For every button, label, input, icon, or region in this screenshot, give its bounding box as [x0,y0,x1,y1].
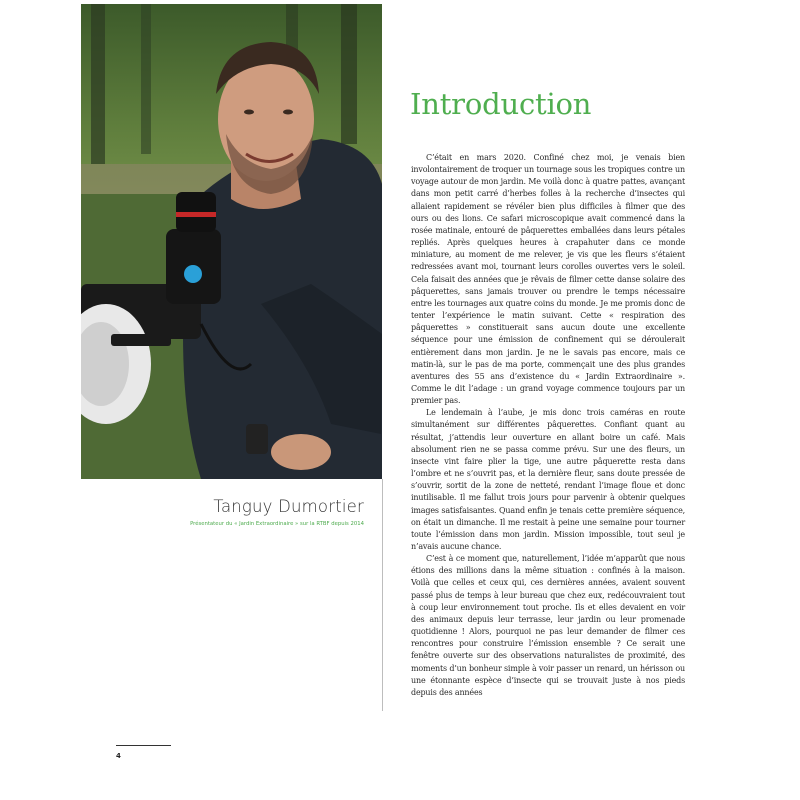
footer-rule [116,745,171,746]
author-name: Tanguy Dumortier [213,497,364,516]
author-photo [81,4,382,479]
author-caption: Présentateur du « Jardin Extraordinaire » sur la RTBF depuis 2014 [190,521,364,527]
page-title: Introduction [410,87,592,122]
portrait-photo-icon [81,4,382,479]
column-divider [382,479,383,711]
paragraph: Le lendemain à l’aube, je mis donc trois caméras en route simultanément sur différentes pâquerettes. Confiant quant au résultat, j’attendis leur ouverture en allant boire un café. Mais absolument rien ne se passa comme prévu. Sur une des fleurs, un insecte vint faire plier la tige, une autre pâquerette resta dans l’ombre et ne s’ouvrit pas, et la dernière fleur, sans doute pressée de s’ouvrir, sortit de la zone de netteté, rendant l’image floue et donc inutilisable. Il me fallut trois jours pour parvenir à obtenir quelques images satisfaisantes. Quand enfin je tenais cette première séquence, on était un dimanche. Il me restait à peine une semaine pour tourner toute l’émission dans mon jardin. Mission impossible, tout seul je n’avais aucune chance. [411,408,685,551]
body-text [411,152,685,699]
paragraph: C’est à ce moment que, naturellement, l’idée m’apparût que nous étions des millions dans la même situation : confinés à la maison. Voilà que celles et ceux qui, ces dernières années, avaient souvent passé plus de temps à leur bureau que chez eux, redécouvraient tout à coup leur environnement tout proche. Ils et elles devaient en voir des animaux depuis leur terrasse, leur jardin ou leur promenade quotidienne ! Alors, pourquoi ne pas leur demander de filmer ces rencontres pour construire l’émission ensemble ? Ce serait une fenêtre ouverte sur des observations naturalistes de proximité, des moments d’un bonheur simple à voir passer un renard, un hérisson ou une étonnante espèce d’insecte qui se trouvait juste à nos pieds depuis des années [411,554,685,697]
paragraph: C’était en mars 2020. Confiné chez moi, je venais bien involontairement de troquer un tournage sous les tropiques contre un voyage autour de mon jardin. Me voilà donc à quatre pattes, avançant dans mon petit carré d’herbes folles à la recherche d’insectes qui allaient rapidement se révéler bien plus difficiles à filmer que des ours ou des lions. Ce safari microscopique avait commencé dans la rosée matinale, entouré de pâquerettes emballées dans leurs pétales repliés. Après quelques heures à crapahuter dans ce monde miniature, au moment de me relever, je vis que les fleurs s’étaient redressées avant moi, tournant leurs corolles ouvertes vers le soleil. Cela faisait des années que je rêvais de filmer cette danse solaire des pâquerettes, sans jamais trouver ou prendre le temps nécessaire entre les tournages aux quatre coins du monde. Je me promis donc de tenter l’expérience le matin suivant. Cette « respiration des pâquerettes » constituerait sans aucun doute une excellente séquence pour une émission de confinement qui se déroulerait entièrement dans mon jardin. Je ne le savais pas encore, mais ce matin-là, sur le pas de ma porte, commençait une des plus grandes aventures des 55 ans d’existence du « Jardin Extraordinaire ». Comme le dit l’adage : un grand voyage commence toujours par un premier pas. [411,153,685,406]
page-number: 4 [116,752,121,760]
